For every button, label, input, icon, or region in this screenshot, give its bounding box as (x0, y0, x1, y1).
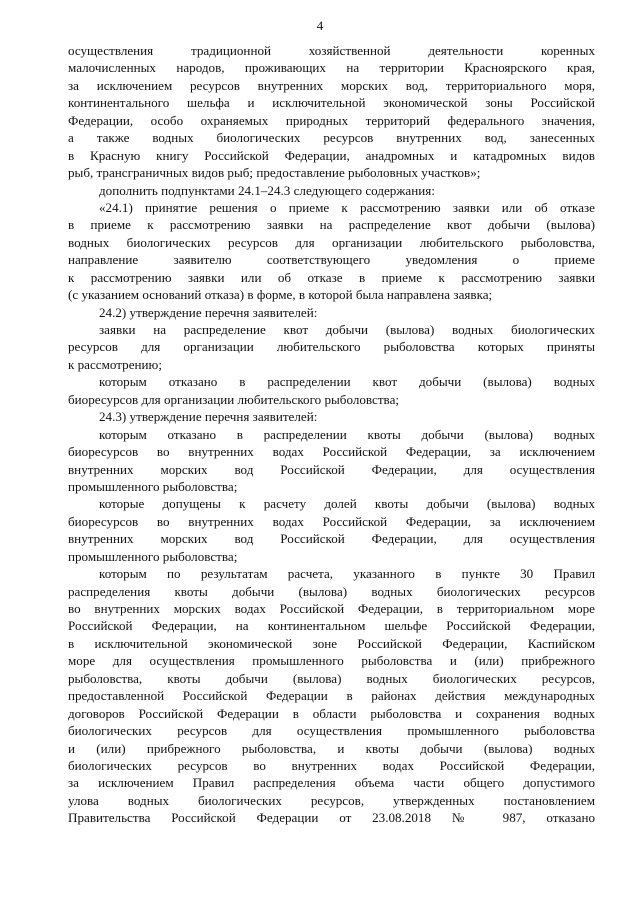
document-body (68, 42, 595, 827)
text-line: внутренних морских вод Российской Федерации, для осуществления (68, 461, 595, 477)
text-line: промышленного рыболовства; (68, 548, 238, 564)
text-line: Федерации, особо охраняемых природных территорий федерального значения, (68, 112, 595, 128)
text-line: Правительства Российской Федерации от 23.08.2018 № 987, отказано (68, 810, 595, 826)
text-line: биоресурсов во внутренних водах Российской Федерации, за исключением (68, 513, 595, 529)
text-line: к рассмотрению заявки или об отказе в приеме к рассмотрению заявки (68, 269, 595, 285)
text-line: водных биологических ресурсов для организации любительского рыболовства, (68, 234, 595, 250)
text-line: 24.2) утверждение перечня заявителей: (99, 304, 318, 320)
text-line: промышленного рыболовства; (68, 478, 238, 494)
text-line: в приеме к рассмотрению заявки на распределение квот добычи (вылова) (68, 217, 595, 233)
text-line: распределения квоты добычи (вылова) водных биологических ресурсов (68, 583, 595, 599)
text-line: малочисленных народов, проживающих на территории Красноярского края, (68, 60, 595, 76)
text-line: дополнить подпунктами 24.1–24.3 следующего содержания: (99, 182, 435, 198)
text-line: предоставленной Российской Федерации в районах действия международных (68, 688, 595, 704)
text-line: ресурсов для организации любительского рыболовства которых приняты (68, 339, 595, 355)
text-line: заявки на распределение квот добычи (вылова) водных биологических (99, 322, 595, 337)
text-line: рыболовства, квоты добычи (вылова) водных биологических ресурсов, (68, 670, 595, 686)
text-line: которым по результатам расчета, указанного в пункте 30 Правил (99, 566, 595, 582)
text-line: внутренних морских вод Российской Федерации, для осуществления (68, 531, 595, 547)
text-line: осуществления традиционной хозяйственной деятельности коренных (68, 43, 595, 58)
text-line: в исключительной экономической зоне Российской Федерации, Каспийском (68, 635, 595, 651)
text-line: море для осуществления промышленного рыболовства и (или) прибрежного (68, 653, 595, 669)
page-number: 4 (316, 18, 324, 33)
text-line: договоров Российской Федерации в области рыболовства и сохранения водных (68, 705, 595, 721)
text-line: «24.1) принятие решения о приеме к рассмотрению заявки или об отказе (99, 199, 595, 215)
text-line: направление заявителю соответствующего уведомления о приеме (68, 252, 595, 268)
text-line: биоресурсов для организации любительского рыболовства; (68, 391, 400, 407)
text-line: биологических ресурсов для осуществления промышленного рыболовства (68, 723, 595, 739)
text-line: (с указанием оснований отказа) в форме, в которой была направлена заявка; (68, 287, 493, 303)
text-line: и (или) прибрежного рыболовства, и квоты добычи (вылова) водных (68, 740, 595, 756)
text-line: которые допущены к расчету долей квоты добычи (вылова) водных (99, 496, 595, 512)
text-line: во внутренних морских водах Российской Федерации, в территориальном море (68, 601, 595, 616)
text-line: рыб, трансграничных видов рыб; предоставление рыболовных участков»; (68, 165, 481, 181)
text-line: континентального шельфа и исключительной экономической зоны Российской (68, 95, 595, 111)
text-line: которым отказано в распределении квот добычи (вылова) водных (99, 374, 595, 390)
text-line: биологических ресурсов во внутренних водах Российской Федерации, (68, 757, 595, 773)
text-line: а также водных биологических ресурсов внутренних вод, занесенных (68, 130, 595, 146)
text-line: Российской Федерации, на континентальном шельфе Российской Федерации, (68, 618, 595, 634)
text-line: за исключением Правил распределения объема части общего допустимого (68, 775, 595, 791)
text-line: за исключением ресурсов внутренних морских вод, территориального моря, (68, 77, 595, 93)
text-line: 24.3) утверждение перечня заявителей: (99, 409, 318, 425)
text-line: улова водных биологических ресурсов, утвержденных постановлением (68, 792, 595, 808)
text-line: биоресурсов во внутренних водах Российской Федерации, за исключением (68, 444, 595, 460)
text-line: к рассмотрению; (68, 356, 162, 372)
text-line: которым отказано в распределении квоты добычи (вылова) водных (99, 426, 595, 442)
text-line: в Красную книгу Российской Федерации, анадромных и катадромных видов (68, 147, 595, 163)
